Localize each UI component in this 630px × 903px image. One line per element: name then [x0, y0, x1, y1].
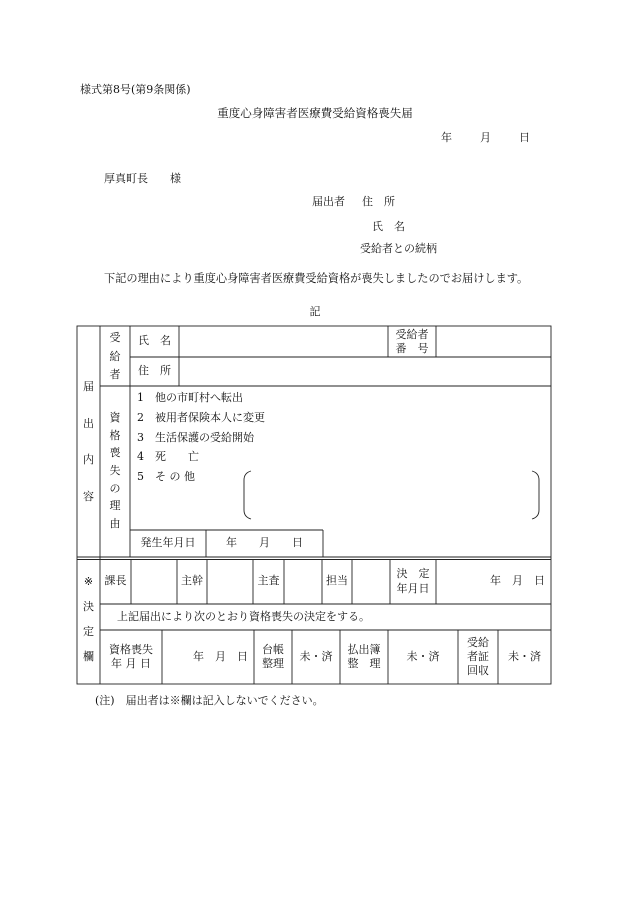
date-day: 日: [519, 131, 530, 144]
role-chief-seal[interactable]: [131, 559, 177, 604]
footnote: (注) 届出者は※欄は記入しないでください。: [95, 694, 324, 707]
ledger-label: 台帳 整理: [262, 642, 284, 670]
decision-section-label: ※ 決 定 欄: [83, 575, 94, 664]
recipient-name-field[interactable]: [179, 326, 388, 357]
role-inspector-seal[interactable]: [284, 559, 322, 604]
recipient-number-field[interactable]: [436, 326, 551, 357]
statement: 下記の理由により重度心身障害者医療費受給資格が喪失しましたのでお届けします。: [104, 272, 529, 285]
reason-item[interactable]: 5 そ の 他: [137, 470, 195, 483]
decision-text: 上記届出により次のとおり資格喪失の決定をする。: [117, 610, 370, 623]
applicant-relation-label: 受給者との続柄: [360, 242, 437, 255]
notification-section-label: 届 出 内 容: [83, 380, 94, 504]
addressee: 厚真町長 様: [104, 172, 181, 185]
form-number: 様式第8号(第9条関係): [80, 83, 191, 96]
applicant-address-label: 住 所: [362, 195, 395, 208]
card-collection-status[interactable]: 未・済: [508, 649, 541, 663]
recipient-address-label: 住 所: [138, 364, 171, 378]
date-month: 月: [480, 131, 491, 144]
role-chief: 課長: [104, 574, 127, 588]
payment-register-label: 払出簿 整 理: [347, 642, 381, 670]
reason-item[interactable]: 3 生活保護の受給開始: [137, 431, 254, 444]
form-title: 重度心身障害者医療費受給資格喪失届: [217, 106, 413, 120]
date-year: 年: [441, 131, 452, 144]
loss-date-field[interactable]: 年 月 日: [193, 649, 248, 663]
reason-label: 資 格 喪 失 の 理 由: [109, 411, 121, 531]
ledger-status[interactable]: 未・済: [299, 649, 333, 663]
role-staff-seal[interactable]: [352, 559, 390, 604]
role-senior-seal[interactable]: [207, 559, 253, 604]
decision-date-field[interactable]: 年 月 日: [490, 574, 545, 588]
payment-register-status[interactable]: 未・済: [406, 649, 440, 663]
recipient-number-label: 受給者 番 号: [395, 328, 429, 355]
reason-item[interactable]: 4 死 亡: [137, 450, 199, 463]
recipient-name-label: 氏 名: [138, 334, 171, 348]
reason-item[interactable]: 2 被用者保険本人に変更: [137, 411, 265, 424]
card-collection-label: 受給 者証 回収: [467, 635, 489, 678]
applicant-label: 届出者: [312, 195, 345, 208]
recipient-label: 受 給 者: [109, 331, 121, 382]
decision-date-label: 決 定 年月日: [396, 567, 430, 595]
other-reason-field[interactable]: [252, 473, 532, 517]
occurrence-date-field[interactable]: 年 月 日: [226, 536, 303, 550]
recipient-address-field[interactable]: [179, 357, 551, 386]
role-staff: 担当: [326, 574, 348, 588]
role-senior: 主幹: [181, 574, 203, 588]
ki-label: 記: [309, 305, 321, 318]
applicant-name-label: 氏 名: [372, 220, 405, 233]
role-inspector: 主査: [257, 574, 280, 588]
reason-item[interactable]: 1 他の市町村へ転出: [137, 391, 243, 404]
occurrence-date-label: 発生年月日: [140, 536, 196, 550]
loss-date-label: 資格喪失 年 月 日: [109, 642, 153, 670]
